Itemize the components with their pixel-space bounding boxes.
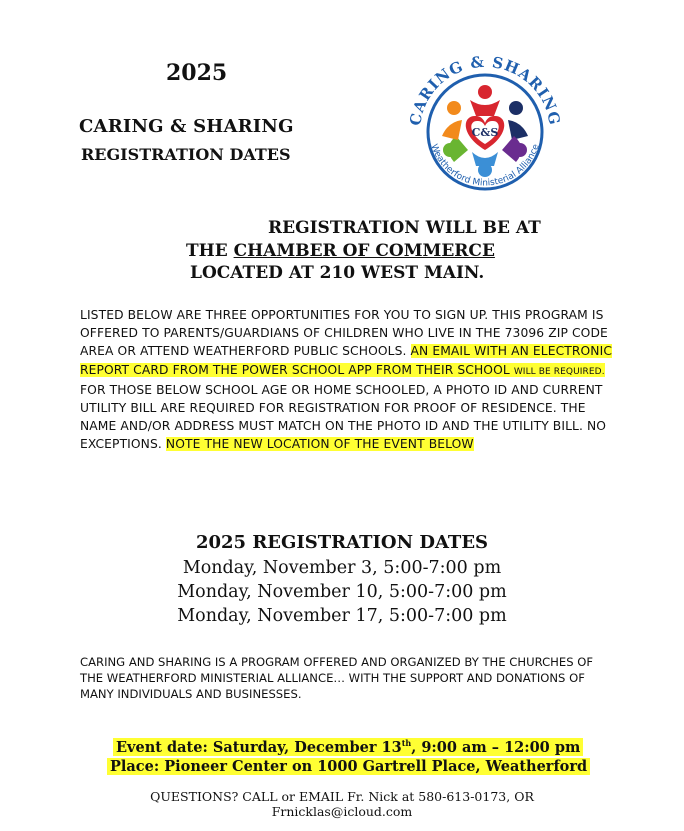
location-line-3: LOCATED AT 210 WEST MAIN. — [190, 263, 485, 283]
intro-text: LISTED BELOW ARE THREE OPPORTUNITIES FOR YOU TO SIGN UP. THIS PROGRAM IS OFFERED TO PARENTS/GUARDIANS OF CHILDREN WHO LIVE IN THE 73096 ZIP CODE AREA OR ATTEND WEATHERFORD PUBLIC SCHOOLS. — [80, 308, 608, 359]
logo-center-text: C&S — [471, 126, 499, 139]
date-ordinal: th — [401, 738, 412, 748]
logo-bottom-text: Weatherford Ministerial Alliance — [428, 142, 542, 189]
location-line-1: REGISTRATION WILL BE AT — [268, 218, 541, 238]
required-note: WILL BE REQUIRED. — [513, 366, 605, 377]
residence-text: FOR THOSE BELOW SCHOOL AGE OR HOME SCHOOLED, A PHOTO ID AND CURRENT UTILITY BILL ARE REQUIRED FOR REGISTRATION FOR PROOF OF RESIDENCE. THE NAME AND/OR ADDRESS MUST MATCH ON THE PHOTO ID AND THE UTILITY BILL. NO EXCEPTIONS. — [80, 382, 607, 452]
about-paragraph: CARING AND SHARING IS A PROGRAM OFFERED AND ORGANIZED BY THE CHURCHES OF THE WEATHERFORD MINISTERIAL ALLIANCE… WITH THE SUPPORT AND DONATIONS OF MANY INDIVIDUALS AND BUSINESSES. — [80, 655, 594, 701]
registration-date: Monday, November 10, 5:00-7:00 pm — [177, 582, 507, 602]
location-line-2 — [186, 241, 495, 261]
contact-email: Frnicklas@icloud.com — [271, 804, 413, 819]
event-place: Place: Pioneer Center on 1000 Gartrell Place, Weatherford — [107, 758, 590, 775]
chamber-of-commerce: CHAMBER OF COMMERCE — [233, 241, 495, 261]
report-card-highlight: AN EMAIL WITH AN ELECTRONIC REPORT CARD FROM THE POWER SCHOOL APP FROM THEIR SCHOOL WILL BE REQUIRED. — [80, 344, 613, 377]
program-info-paragraph — [80, 306, 620, 454]
contact-line: QUESTIONS? CALL or EMAIL Fr. Nick at 580-613-0173, OR — [150, 789, 534, 804]
logo-top-text: CARING & SHARING — [406, 52, 564, 127]
registration-dates-title: REGISTRATION DATES — [81, 145, 291, 164]
location-prefix: THE — [186, 241, 234, 261]
year-heading: 2025 — [166, 60, 228, 86]
registration-date: Monday, November 3, 5:00-7:00 pm — [182, 558, 502, 578]
event-date: Event date: Saturday, December 13th, 9:00 am – 12:00 pm — [113, 738, 583, 756]
new-location-note: NOTE THE NEW LOCATION OF THE EVENT BELOW — [165, 437, 474, 452]
caring-sharing-logo — [390, 40, 580, 220]
registration-date: Monday, November 17, 5:00-7:00 pm — [177, 606, 507, 626]
registration-dates-heading: 2025 REGISTRATION DATES — [195, 532, 489, 553]
program-title: CARING & SHARING — [79, 116, 294, 137]
